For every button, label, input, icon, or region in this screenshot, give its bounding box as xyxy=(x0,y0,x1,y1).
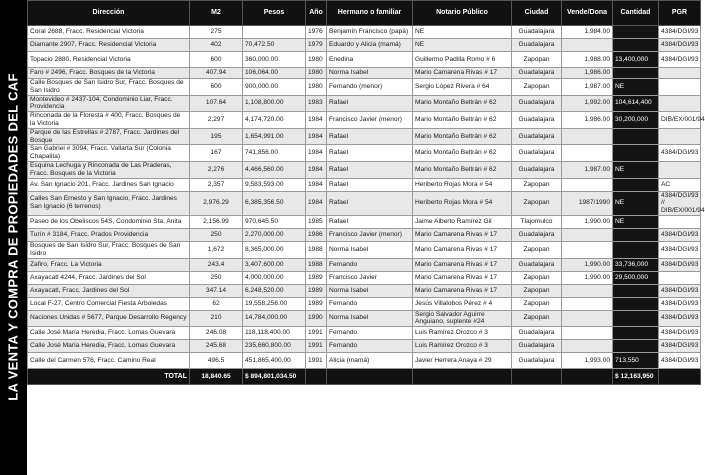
cell-hermano: Benjamín Francisco (papá) xyxy=(327,26,413,39)
cell-pesos: 1,108,800.00 xyxy=(243,95,306,112)
cell-pgr: 4384/DGI/93 xyxy=(659,310,701,327)
header-anio: Año xyxy=(306,1,327,26)
cell-ciudad: Zapopan xyxy=(512,241,562,258)
cell-vende: 1,987.00 xyxy=(562,161,613,178)
cell-notario: Mario Camarena Rivas # 17 xyxy=(413,284,512,297)
table-row xyxy=(28,258,701,271)
cell-anio: 1984 xyxy=(306,112,327,129)
cell-ciudad: Guadalajara xyxy=(512,95,562,112)
cell-vende: 1,987.00 xyxy=(562,79,613,96)
cell-pesos: 70,472.50 xyxy=(243,39,306,52)
table-row xyxy=(28,340,701,353)
cell-notario: Mario Camarena Rivas # 17 xyxy=(413,68,512,79)
cell-anio: 1980 xyxy=(306,68,327,79)
cell-anio: 1991 xyxy=(306,327,327,340)
cell-anio: 1990 xyxy=(306,310,327,327)
cell-pesos: 741,856.00 xyxy=(243,145,306,162)
cell-direccion: Rinconada de la Floresta # 400, Fracc. Bosques de la Victoria xyxy=(28,112,190,129)
cell-m2: 2,276 xyxy=(190,161,243,178)
table-row xyxy=(28,95,701,112)
cell-cantidad xyxy=(613,128,659,145)
cell-pgr: AC xyxy=(659,178,701,191)
header-m2: M2 xyxy=(190,1,243,26)
header-ciudad: Ciudad xyxy=(512,1,562,26)
header-pgr: PGR xyxy=(659,1,701,26)
cell-anio: 1984 xyxy=(306,191,327,215)
cell-ciudad: Guadalajara xyxy=(512,39,562,52)
cell-direccion: Zafiro, Fracc. La Victoria xyxy=(28,258,190,271)
side-title: LA VENTA Y COMPRA DE PROPIEDADES DEL CAF xyxy=(5,73,21,401)
table-row xyxy=(28,161,701,178)
cell-direccion: Diamante 2907, Fracc. Residencial Victoria xyxy=(28,39,190,52)
cell-pgr: 4384/DGI/93 xyxy=(659,241,701,258)
cell-pesos: 3,407,600.00 xyxy=(243,258,306,271)
cell-ciudad: Zapopan xyxy=(512,284,562,297)
cell-hermano: Norma Isabel xyxy=(327,68,413,79)
cell-cantidad: 33,736,000 xyxy=(613,258,659,271)
cell-notario: Heriberto Rojas Mora # 54 xyxy=(413,178,512,191)
total-empty xyxy=(512,369,562,385)
cell-ciudad: Tlajomulco xyxy=(512,215,562,228)
cell-ciudad: Zapopan xyxy=(512,79,562,96)
cell-anio: 1989 xyxy=(306,297,327,310)
cell-pgr: 4384/DGI/93 xyxy=(659,52,701,68)
cell-m2: 2,297 xyxy=(190,112,243,129)
table-row xyxy=(28,241,701,258)
cell-anio: 1986 xyxy=(306,228,327,241)
cell-pgr xyxy=(659,271,701,284)
cell-m2: 246.08 xyxy=(190,327,243,340)
cell-hermano: Norma Isabel xyxy=(327,310,413,327)
cell-cantidad xyxy=(613,340,659,353)
cell-pesos: 4,466,560.00 xyxy=(243,161,306,178)
cell-vende: 1,984.00 xyxy=(562,26,613,39)
table-row xyxy=(28,68,701,79)
cell-vende: 1,988.00 xyxy=(562,52,613,68)
cell-m2: 245.68 xyxy=(190,340,243,353)
cell-hermano: Rafael xyxy=(327,178,413,191)
table-row xyxy=(28,271,701,284)
total-empty xyxy=(306,369,327,385)
cell-direccion: Calle del Carmen 576, Fracc. Camino Real xyxy=(28,353,190,369)
cell-notario: Mario Montaño Beltrán # 62 xyxy=(413,95,512,112)
header-cantidad: Cantidad xyxy=(613,1,659,26)
cell-vende xyxy=(562,228,613,241)
cell-cantidad xyxy=(613,327,659,340)
cell-ciudad: Guadalajara xyxy=(512,161,562,178)
cell-m2: 600 xyxy=(190,52,243,68)
cell-vende: 1,986.00 xyxy=(562,112,613,129)
cell-notario: Jaime Alberto Ramírez Gil xyxy=(413,215,512,228)
cell-pgr: 4384/DGI/93 xyxy=(659,327,701,340)
cell-pgr: 4384/DGI/93 xyxy=(659,353,701,369)
cell-cantidad: NE xyxy=(613,191,659,215)
cell-direccion: Local F-27, Centro Comercial Fiesta Arboledas xyxy=(28,297,190,310)
table-row xyxy=(28,79,701,96)
cell-anio: 1980 xyxy=(306,52,327,68)
cell-m2: 2,976.29 xyxy=(190,191,243,215)
cell-ciudad: Zapopan xyxy=(512,191,562,215)
cell-hermano: Fernando (menor) xyxy=(327,79,413,96)
cell-notario: NE xyxy=(413,39,512,52)
cell-pesos: 970,645.50 xyxy=(243,215,306,228)
cell-anio: 1984 xyxy=(306,161,327,178)
total-label: TOTAL xyxy=(28,369,190,385)
cell-anio: 1988 xyxy=(306,241,327,258)
cell-notario: Guillermo Padilla Romo # 6 xyxy=(413,52,512,68)
cell-vende xyxy=(562,340,613,353)
cell-pesos: 2,270,000.00 xyxy=(243,228,306,241)
cell-pesos: 19,558,256.00 xyxy=(243,297,306,310)
cell-pesos: 4,000,000.00 xyxy=(243,271,306,284)
cell-cantidad xyxy=(613,26,659,39)
cell-vende xyxy=(562,39,613,52)
table-row xyxy=(28,353,701,369)
cell-ciudad: Guadalajara xyxy=(512,145,562,162)
cell-cantidad: NE xyxy=(613,161,659,178)
cell-cantidad xyxy=(613,241,659,258)
cell-notario: NE xyxy=(413,26,512,39)
cell-pgr: 4384/DGI/93 xyxy=(659,145,701,162)
cell-cantidad: 104,614,400 xyxy=(613,95,659,112)
cell-cantidad xyxy=(613,297,659,310)
cell-direccion: Turín # 3184, Fracc. Prados Providencia xyxy=(28,228,190,241)
cell-vende xyxy=(562,310,613,327)
cell-pesos: 14,784,000.00 xyxy=(243,310,306,327)
cell-vende: 1,992.00 xyxy=(562,95,613,112)
cell-pgr xyxy=(659,79,701,96)
total-cantidad: $ 12,163,950 xyxy=(613,369,659,385)
cell-m2: 2,357 xyxy=(190,178,243,191)
cell-cantidad xyxy=(613,68,659,79)
cell-vende xyxy=(562,297,613,310)
cell-cantidad xyxy=(613,39,659,52)
cell-pgr: 4384/DGI/93 // DIB/EX/001/94 xyxy=(659,191,701,215)
cell-pgr: 4384/DGI/93 xyxy=(659,297,701,310)
cell-hermano: Fernando xyxy=(327,258,413,271)
cell-direccion: Paseo de los Obeliscos 54S, Condominio Sta. Anita xyxy=(28,215,190,228)
cell-hermano: Francisco Javier xyxy=(327,271,413,284)
cell-direccion: Faro # 2496, Fracc. Bosques de la Victoria xyxy=(28,68,190,79)
cell-anio: 1989 xyxy=(306,284,327,297)
cell-direccion: Esquina Lechuga y Rinconada de Las Praderas, Fracc. Bosques de la Victoria xyxy=(28,161,190,178)
cell-pesos: 8,365,000.00 xyxy=(243,241,306,258)
cell-notario: Jesús Villalobos Pérez # 4 xyxy=(413,297,512,310)
table-row xyxy=(28,145,701,162)
cell-notario: Luis Ramírez Orozco # 3 xyxy=(413,327,512,340)
header-notario: Notario Público xyxy=(413,1,512,26)
table-row xyxy=(28,112,701,129)
cell-pesos: 360,000.00 xyxy=(243,52,306,68)
cell-m2: 243.4 xyxy=(190,258,243,271)
cell-notario: Heriberto Rojas Mora # 54 xyxy=(413,191,512,215)
cell-pgr xyxy=(659,128,701,145)
cell-cantidad: 13,400,000 xyxy=(613,52,659,68)
cell-m2: 62 xyxy=(190,297,243,310)
cell-vende xyxy=(562,128,613,145)
cell-hermano: Norma Isabel xyxy=(327,284,413,297)
cell-hermano: Rafael xyxy=(327,128,413,145)
cell-m2: 2,156.99 xyxy=(190,215,243,228)
cell-m2: 402 xyxy=(190,39,243,52)
cell-cantidad: NE xyxy=(613,79,659,96)
cell-hermano: Fernando xyxy=(327,297,413,310)
table-row xyxy=(28,297,701,310)
cell-direccion: Calles San Ernesto y San Ignacio, Fracc. Jardines San Ignacio (6 terrenos) xyxy=(28,191,190,215)
cell-ciudad: Zapopan xyxy=(512,271,562,284)
cell-hermano: Rafael xyxy=(327,191,413,215)
cell-cantidad: 30,200,000 xyxy=(613,112,659,129)
cell-m2: 1,672 xyxy=(190,241,243,258)
cell-direccion: Axayacatl 4244, Fracc. Jardines del Sol xyxy=(28,271,190,284)
table-row xyxy=(28,191,701,215)
cell-vende: 1,990.00 xyxy=(562,271,613,284)
cell-ciudad: Guadalajara xyxy=(512,68,562,79)
cell-m2: 275 xyxy=(190,26,243,39)
cell-direccion: Av. San Ignacio 201, Fracc. Jardines San Ignacio xyxy=(28,178,190,191)
cell-pgr: 4384/DGI/93 xyxy=(659,39,701,52)
total-row xyxy=(28,369,701,385)
cell-ciudad: Guadalajara xyxy=(512,258,562,271)
cell-notario: Luis Ramírez Orozco # 3 xyxy=(413,340,512,353)
cell-vende: 1,990.00 xyxy=(562,215,613,228)
cell-notario: Javier Herrera Anaya # 29 xyxy=(413,353,512,369)
cell-ciudad: Guadalajara xyxy=(512,112,562,129)
cell-cantidad xyxy=(613,178,659,191)
cell-anio: 1985 xyxy=(306,215,327,228)
header-pesos: Pesos xyxy=(243,1,306,26)
cell-cantidad: 713,550 xyxy=(613,353,659,369)
cell-pesos: 235,660,800.00 xyxy=(243,340,306,353)
cell-hermano: Enedina xyxy=(327,52,413,68)
total-pesos: $ 894,801,034.50 xyxy=(243,369,306,385)
cell-pgr xyxy=(659,215,701,228)
cell-direccion: San Gabriel # 3094, Fracc. Vallarta Sur (Colonia Chapalita) xyxy=(28,145,190,162)
cell-direccion: Axayacatl, Fracc. Jardines del Sol xyxy=(28,284,190,297)
cell-ciudad: Guadalajara xyxy=(512,353,562,369)
table-row xyxy=(28,178,701,191)
cell-vende: 1,990.00 xyxy=(562,258,613,271)
cell-hermano: Rafael xyxy=(327,161,413,178)
cell-cantidad xyxy=(613,284,659,297)
cell-vende xyxy=(562,327,613,340)
cell-notario: Mario Camarena Rivas # 17 xyxy=(413,228,512,241)
cell-pgr: 4384/DGI/93 xyxy=(659,284,701,297)
cell-notario: Mario Camarena Rivas # 17 xyxy=(413,258,512,271)
cell-m2: 347.14 xyxy=(190,284,243,297)
header-direccion: Dirección xyxy=(28,1,190,26)
cell-anio: 1984 xyxy=(306,128,327,145)
cell-notario: Mario Camarena Rivas # 17 xyxy=(413,241,512,258)
header-hermano: Hermano o familiar xyxy=(327,1,413,26)
cell-direccion: Bosques de San Isidro Sur, Fracc. Bosques de San Isidro xyxy=(28,241,190,258)
total-empty xyxy=(327,369,413,385)
cell-anio: 1979 xyxy=(306,39,327,52)
cell-notario: Sergio López Rivera # 64 xyxy=(413,79,512,96)
cell-pgr xyxy=(659,68,701,79)
cell-ciudad: Zapopan xyxy=(512,310,562,327)
cell-anio: 1991 xyxy=(306,340,327,353)
header-row xyxy=(28,1,701,26)
cell-vende: 1987/1990 xyxy=(562,191,613,215)
cell-cantidad: NE xyxy=(613,215,659,228)
cell-hermano: Francisco Javier (menor) xyxy=(327,228,413,241)
cell-pesos xyxy=(243,26,306,39)
cell-hermano: Francisco Javier (menor) xyxy=(327,112,413,129)
cell-notario: Sergio Salvador Aguirre Anguiano, suplente #24 xyxy=(413,310,512,327)
cell-cantidad xyxy=(613,145,659,162)
cell-anio: 1984 xyxy=(306,178,327,191)
cell-ciudad: Guadalajara xyxy=(512,26,562,39)
cell-ciudad: Guadalajara xyxy=(512,128,562,145)
cell-anio: 1991 xyxy=(306,353,327,369)
total-empty xyxy=(562,369,613,385)
total-empty xyxy=(413,369,512,385)
cell-notario: Mario Montaño Beltrán # 62 xyxy=(413,161,512,178)
cell-m2: 407.94 xyxy=(190,68,243,79)
cell-notario: Mario Montaño Beltrán # 62 xyxy=(413,128,512,145)
cell-cantidad: 29,500,000 xyxy=(613,271,659,284)
cell-ciudad: Guadalajara xyxy=(512,228,562,241)
cell-notario: Mario Montaño Beltrán # 62 xyxy=(413,112,512,129)
cell-m2: 600 xyxy=(190,79,243,96)
cell-ciudad: Zapopan xyxy=(512,297,562,310)
cell-direccion: Calle José María Heredia, Fracc. Lomas Guevara xyxy=(28,340,190,353)
table-row xyxy=(28,327,701,340)
cell-ciudad: Guadalajara xyxy=(512,340,562,353)
table-row xyxy=(28,26,701,39)
cell-m2: 195 xyxy=(190,128,243,145)
cell-pesos: 451,865,400.00 xyxy=(243,353,306,369)
cell-pgr xyxy=(659,161,701,178)
cell-hermano: Fernando xyxy=(327,340,413,353)
cell-cantidad xyxy=(613,310,659,327)
cell-m2: 496.5 xyxy=(190,353,243,369)
cell-vende: 1,986.00 xyxy=(562,68,613,79)
table-row xyxy=(28,39,701,52)
cell-pesos: 1,654,991.00 xyxy=(243,128,306,145)
cell-direccion: Montevideo # 2437-104, Condominio Liar, Fracc. Providencia xyxy=(28,95,190,112)
cell-ciudad: Zapopan xyxy=(512,178,562,191)
cell-m2: 107.64 xyxy=(190,95,243,112)
cell-m2: 250 xyxy=(190,228,243,241)
cell-pesos: 9,583,593.00 xyxy=(243,178,306,191)
cell-ciudad: Guadalajara xyxy=(512,327,562,340)
cell-direccion: Topacio 2880, Residencial Victoria xyxy=(28,52,190,68)
cell-pgr: 4384/DGI/93 xyxy=(659,228,701,241)
side-banner xyxy=(0,0,27,475)
properties-table xyxy=(27,0,705,385)
table-row xyxy=(28,52,701,68)
cell-vende xyxy=(562,145,613,162)
cell-pgr: 4384/DGI/93 xyxy=(659,26,701,39)
cell-anio: 1983 xyxy=(306,95,327,112)
cell-pesos: 118,118,400.00 xyxy=(243,327,306,340)
cell-hermano: Rafael xyxy=(327,95,413,112)
cell-notario: Mario Camarena Rivas # 17 xyxy=(413,271,512,284)
cell-pgr: DIB/EX/001/94 xyxy=(659,112,701,129)
cell-m2: 210 xyxy=(190,310,243,327)
cell-anio: 1988 xyxy=(306,258,327,271)
cell-hermano: Norma Isabel xyxy=(327,241,413,258)
table-row xyxy=(28,284,701,297)
cell-anio: 1980 xyxy=(306,79,327,96)
cell-pgr: 4384/DGI/93 xyxy=(659,258,701,271)
total-empty xyxy=(659,369,701,385)
cell-pesos: 6,248,520.00 xyxy=(243,284,306,297)
cell-direccion: Parque de las Estrellas # 2787, Fracc. Jardines del Bosque xyxy=(28,128,190,145)
table-row xyxy=(28,310,701,327)
cell-direccion: Calle José María Heredia, Fracc. Lomas Guevara xyxy=(28,327,190,340)
cell-anio: 1984 xyxy=(306,145,327,162)
cell-notario: Mario Montaño Beltrán # 62 xyxy=(413,145,512,162)
cell-anio: 1976 xyxy=(306,26,327,39)
cell-hermano: Rafael xyxy=(327,215,413,228)
cell-hermano: Fernando xyxy=(327,327,413,340)
cell-direccion: Calle Bosques de San Isidro Sur, Fracc. Bosques de San Isidro xyxy=(28,79,190,96)
table-row xyxy=(28,215,701,228)
cell-pesos: 4,174,720.00 xyxy=(243,112,306,129)
cell-pesos: 106,064.00 xyxy=(243,68,306,79)
cell-m2: 167 xyxy=(190,145,243,162)
cell-ciudad: Zapopan xyxy=(512,52,562,68)
cell-vende xyxy=(562,178,613,191)
table-row xyxy=(28,228,701,241)
cell-pgr: 4384/DGI/93 xyxy=(659,340,701,353)
cell-direccion: Coral 2688, Fracc. Residencial Victoria xyxy=(28,26,190,39)
cell-pesos: 900,000.00 xyxy=(243,79,306,96)
cell-vende xyxy=(562,241,613,258)
cell-cantidad xyxy=(613,228,659,241)
cell-anio: 1989 xyxy=(306,271,327,284)
cell-vende: 1,993.00 xyxy=(562,353,613,369)
table-row xyxy=(28,128,701,145)
cell-vende xyxy=(562,284,613,297)
total-m2: 18,840.65 xyxy=(190,369,243,385)
header-vende: Vende/Dona xyxy=(562,1,613,26)
cell-pgr xyxy=(659,95,701,112)
cell-hermano: Eduardo y Alicia (mamá) xyxy=(327,39,413,52)
cell-m2: 250 xyxy=(190,271,243,284)
cell-direccion: Naciones Unidas # 5677, Parque Desarrollo Regency xyxy=(28,310,190,327)
cell-hermano: Rafael xyxy=(327,145,413,162)
cell-hermano: Alicia (mamá) xyxy=(327,353,413,369)
cell-pesos: 6,385,356.50 xyxy=(243,191,306,215)
